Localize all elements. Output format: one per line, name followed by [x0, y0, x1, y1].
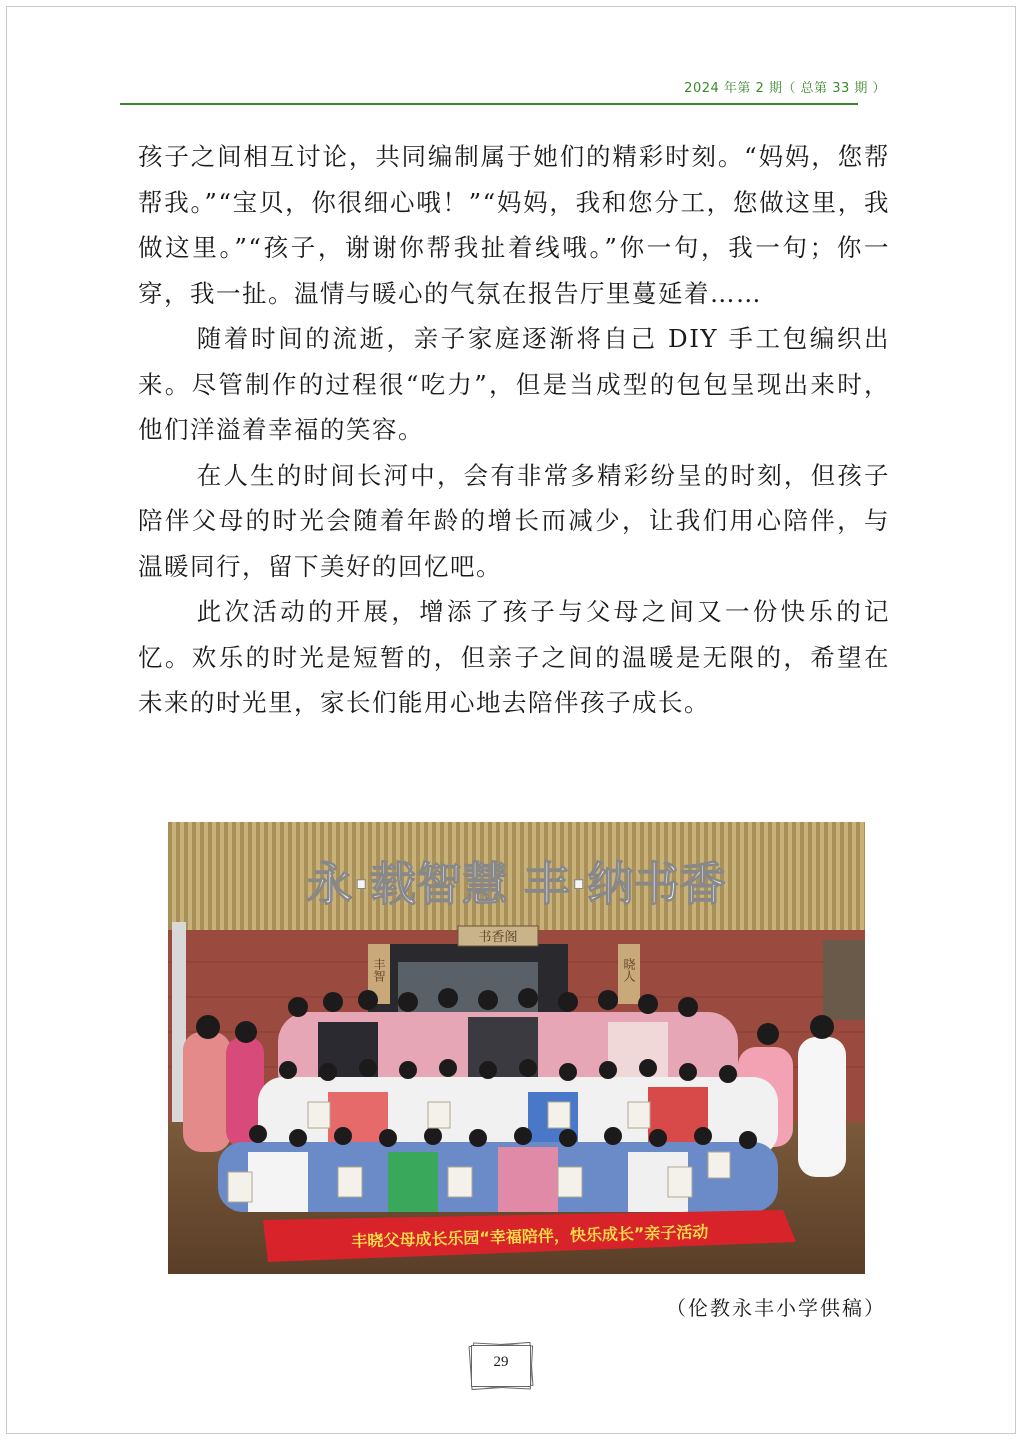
paragraph: 此次活动的开展，增添了孩子与父母之间又一份快乐的记忆。欢乐的时光是短暂的，但亲子之间的温暖是无限的，希望在未来的时光里，家长们能用心地去陪伴孩子成长。 [138, 597, 890, 717]
header-rule [120, 103, 858, 105]
article-body [138, 134, 890, 726]
paragraph: 孩子之间相互讨论，共同编制属于她们的精彩时刻。“妈妈，您帮帮我。”“宝贝，你很细心哦！”“妈妈，我和您分工，您做这里，我做这里。”“孩子，谢谢你帮我扯着线哦。”你一句，我一句；你一穿，我一扯。温情与暖心的气氛在报告厅里蔓延着…… [138, 142, 890, 308]
left-couplet-text: 丰智 [372, 958, 386, 982]
side-building [823, 940, 865, 1020]
right-couplet-text: 晓人 [622, 958, 636, 982]
paragraph: 随着时间的流逝，亲子家庭逐渐将自己 DIY 手工包编织出来。尽管制作的过程很“吃力”，但是当成型的包包呈现出来时，他们洋溢着幸福的笑容。 [138, 324, 890, 444]
caption: （伦教永丰小学供稿） [666, 1296, 886, 1320]
door-plaque-text: 书香阁 [478, 930, 518, 945]
issue-label: 2024 年第 2 期（ 总第 33 期 ） [684, 81, 886, 96]
page-number: 29 [493, 1354, 509, 1370]
paragraph: 在人生的时间长河中，会有非常多精彩纷呈的时刻，但孩子陪伴父母的时光会随着年龄的增长而减少，让我们用心陪伴，与温暖同行，留下美好的回忆吧。 [138, 460, 890, 581]
sign-text: 永·载智慧 丰·纳书香 [306, 857, 726, 911]
group-photo [168, 822, 865, 1274]
banner-text: 丰晓父母成长乐园“幸福陪伴，快乐成长”亲子活动 [351, 1222, 709, 1251]
page-number-box [466, 1340, 536, 1390]
